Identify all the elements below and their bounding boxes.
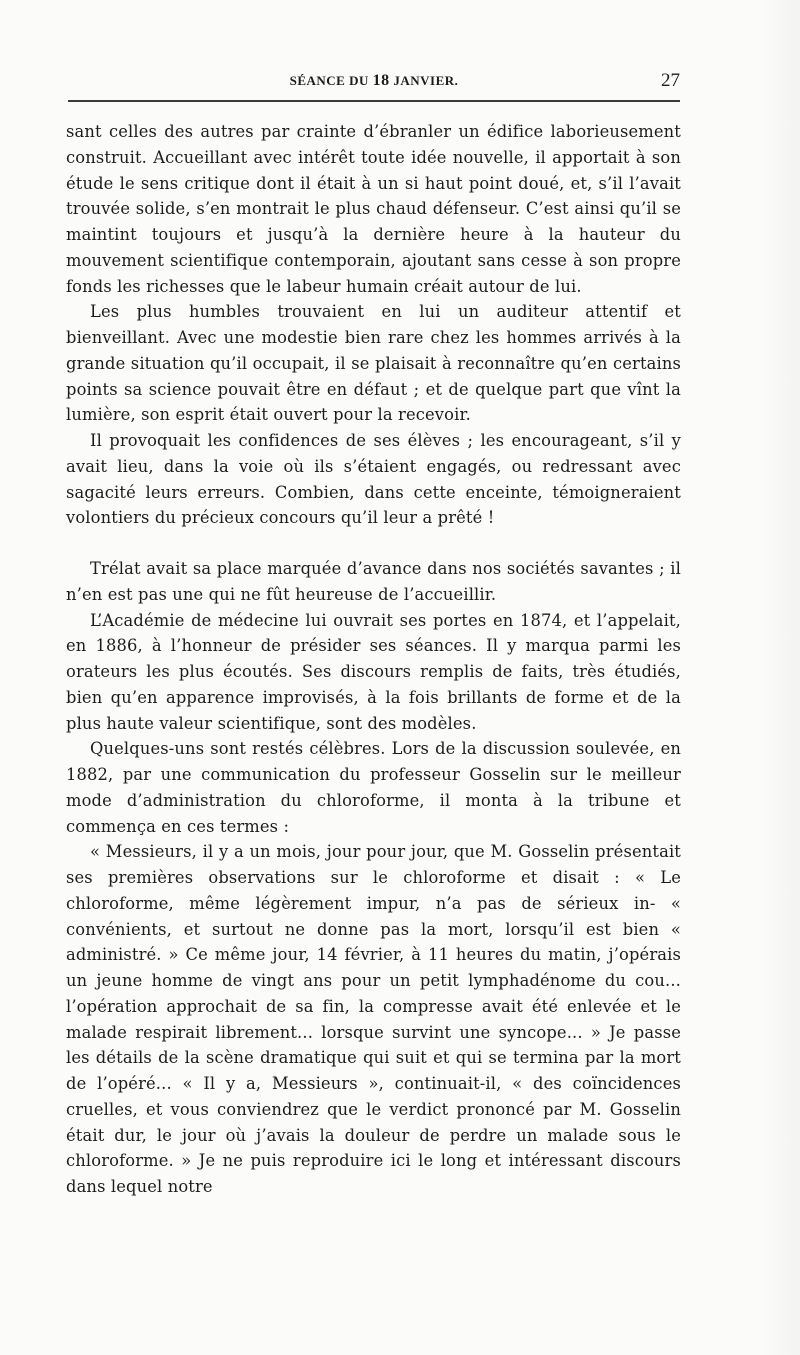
paragraph-citation-chloroforme: « Messieurs, il y a un mois, jour pour jour, que M. Gosselin présentait ses premières observations sur le chloroforme et disait : « Le chloroforme, même légèrement impur, n’a pas de sérieux in- « convénients, et surtout ne donne pas la mort, lorsqu’il est bien « administré. » Ce même jour, 14 février, à 11 heures du matin, j’opérais un jeune homme de vingt ans pour un petit lymphadénome du cou... l’opération approchait de sa fin, la compresse avait été enlevée et le malade respirait librement... lorsque survint une syncope... » Je passe les détails de la scène dramatique qui suit et qui se termina par la mort de l’opéré... « Il y a, Messieurs », continuait-il, « des coïncidences cruelles, et vous conviendrez que le verdict prononcé par M. Gosselin était dur, le jour où j’avais la douleur de perdre un malade sous le chloroforme. » Je ne puis reproduire ici le long et intéressant discours dans lequel notre [66,842,681,1196]
header-rule [68,100,680,102]
paragraph-academie: L’Académie de médecine lui ouvrait ses portes en 1874, et l’appelait, en 1886, à l’honneur de présider ses séances. Il y marqua parmi les orateurs les plus écoutés. Ses discours remplis de faits, très étudiés, bien qu’en apparence improvisés, à la fois brillants de forme et de la plus haute valeur scientifique, sont des modèles. [66,610,681,733]
running-head [68,70,680,94]
page-number: 27 [661,70,680,91]
paragraph-confidences: Il provoquait les confidences de ses élèves ; les encourageant, s’il y avait lieu, dans la voie où ils s’étaient engagés, ou redressant avec sagacité leurs erreurs. Combien, dans cette enceinte, témoigneraient volontiers du précieux concours qu’il leur a prêté ! [66,431,681,528]
paragraph-humbles: Les plus humbles trouvaient en lui un auditeur attentif et bienveillant. Avec une modestie bien rare chez les hommes arrivés à la grande situation qu’il occupait, il se plaisait à reconnaître qu’en certains points sa science pouvait être en défaut ; et de quelque part que vînt la lumière, son esprit était ouvert pour la recevoir. [66,302,681,425]
paragraph-continued: sant celles des autres par crainte d’ébranler un édifice laborieusement construit. Accueillant avec intérêt toute idée nouvelle, il apportait à son étude le sens critique dont il était à un si haut point doué, et, s’il l’avait trouvée solide, s’en montrait le plus chaud défenseur. C’est ainsi qu’il se maintint toujours et jusqu’à la dernière heure à la hauteur du mouvement scientifique contemporain, ajoutant sans cesse à son propre fonds les richesses que le labeur humain créait autour de lui. [66,122,681,296]
paragraph-societes: Trélat avait sa place marquée d’avance dans nos sociétés savantes ; il n’en est pas une qui ne fût heureuse de l’accueillir. [66,559,681,604]
running-title-prefix: SÉANCE DU [289,73,373,88]
body-text [66,119,681,1200]
paper-edge-shading [760,0,800,1355]
paragraph-discours-celebres: Quelques-uns sont restés célèbres. Lors de la discussion soulevée, en 1882, par une communication du professeur Gosselin sur le meilleur mode d’administration du chloroforme, il monta à la tribune et commença en ces termes : [66,739,681,836]
running-title-suffix: JANVIER. [389,73,459,88]
running-title [68,72,680,90]
running-title-day: 18 [372,72,390,89]
